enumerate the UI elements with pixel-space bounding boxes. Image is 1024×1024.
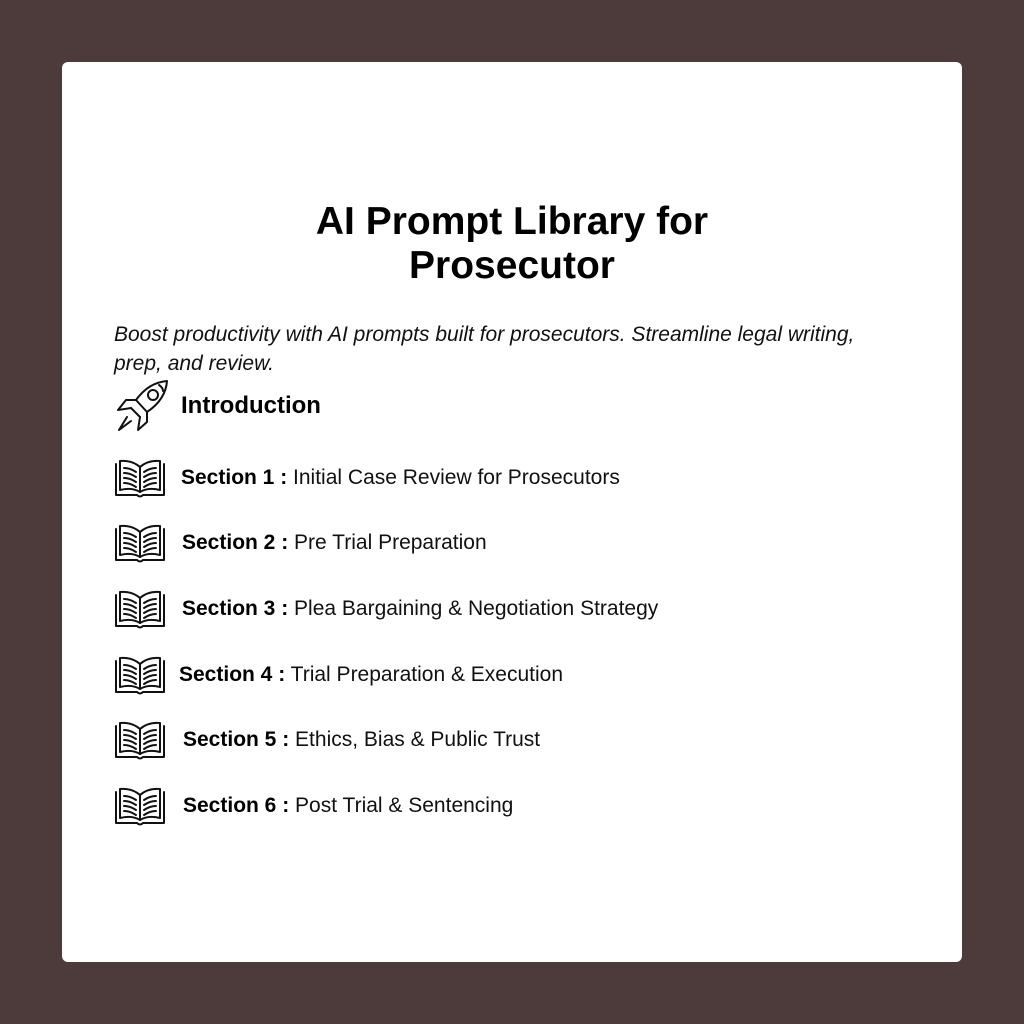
section-number: Section 1 : <box>181 466 288 489</box>
section-label <box>183 794 513 818</box>
page-title <box>62 200 962 288</box>
section-number: Section 4 : <box>179 663 286 686</box>
section-number: Section 5 : <box>183 728 290 751</box>
open-book-icon <box>114 589 166 629</box>
section-number: Section 3 : <box>182 597 289 620</box>
section-item-1[interactable] <box>114 458 620 498</box>
section-number: Section 2 : <box>182 531 289 554</box>
open-book-icon <box>114 523 166 563</box>
section-label <box>179 663 563 687</box>
open-book-icon <box>114 720 166 760</box>
section-item-2[interactable] <box>114 523 487 563</box>
section-title: Initial Case Review for Prosecutors <box>293 466 620 489</box>
section-item-6[interactable] <box>114 786 513 826</box>
section-title: Ethics, Bias & Public Trust <box>295 728 541 751</box>
rocket-icon <box>114 378 170 434</box>
content-card <box>62 62 962 962</box>
open-book-icon <box>114 655 166 695</box>
section-title: Post Trial & Sentencing <box>295 794 514 817</box>
section-label <box>181 466 620 490</box>
page-title-line-2: Prosecutor <box>409 244 615 287</box>
intro-item[interactable] <box>114 378 321 434</box>
section-number: Section 6 : <box>183 794 290 817</box>
section-item-4[interactable] <box>114 655 563 695</box>
section-title: Plea Bargaining & Negotiation Strategy <box>294 597 659 620</box>
open-book-icon <box>114 786 166 826</box>
page-subtitle: Boost productivity with AI prompts built for prosecutors. Streamline legal writing, prep, and review. <box>114 323 855 375</box>
open-book-icon <box>114 458 166 498</box>
section-label <box>183 728 540 752</box>
page-title-line-1: AI Prompt Library for <box>315 200 709 243</box>
section-title: Trial Preparation & Execution <box>290 663 564 686</box>
section-item-3[interactable] <box>114 589 658 629</box>
section-label <box>182 597 658 621</box>
section-title: Pre Trial Preparation <box>294 531 487 554</box>
section-item-5[interactable] <box>114 720 540 760</box>
section-label <box>182 531 487 555</box>
intro-label: Introduction <box>181 392 321 419</box>
